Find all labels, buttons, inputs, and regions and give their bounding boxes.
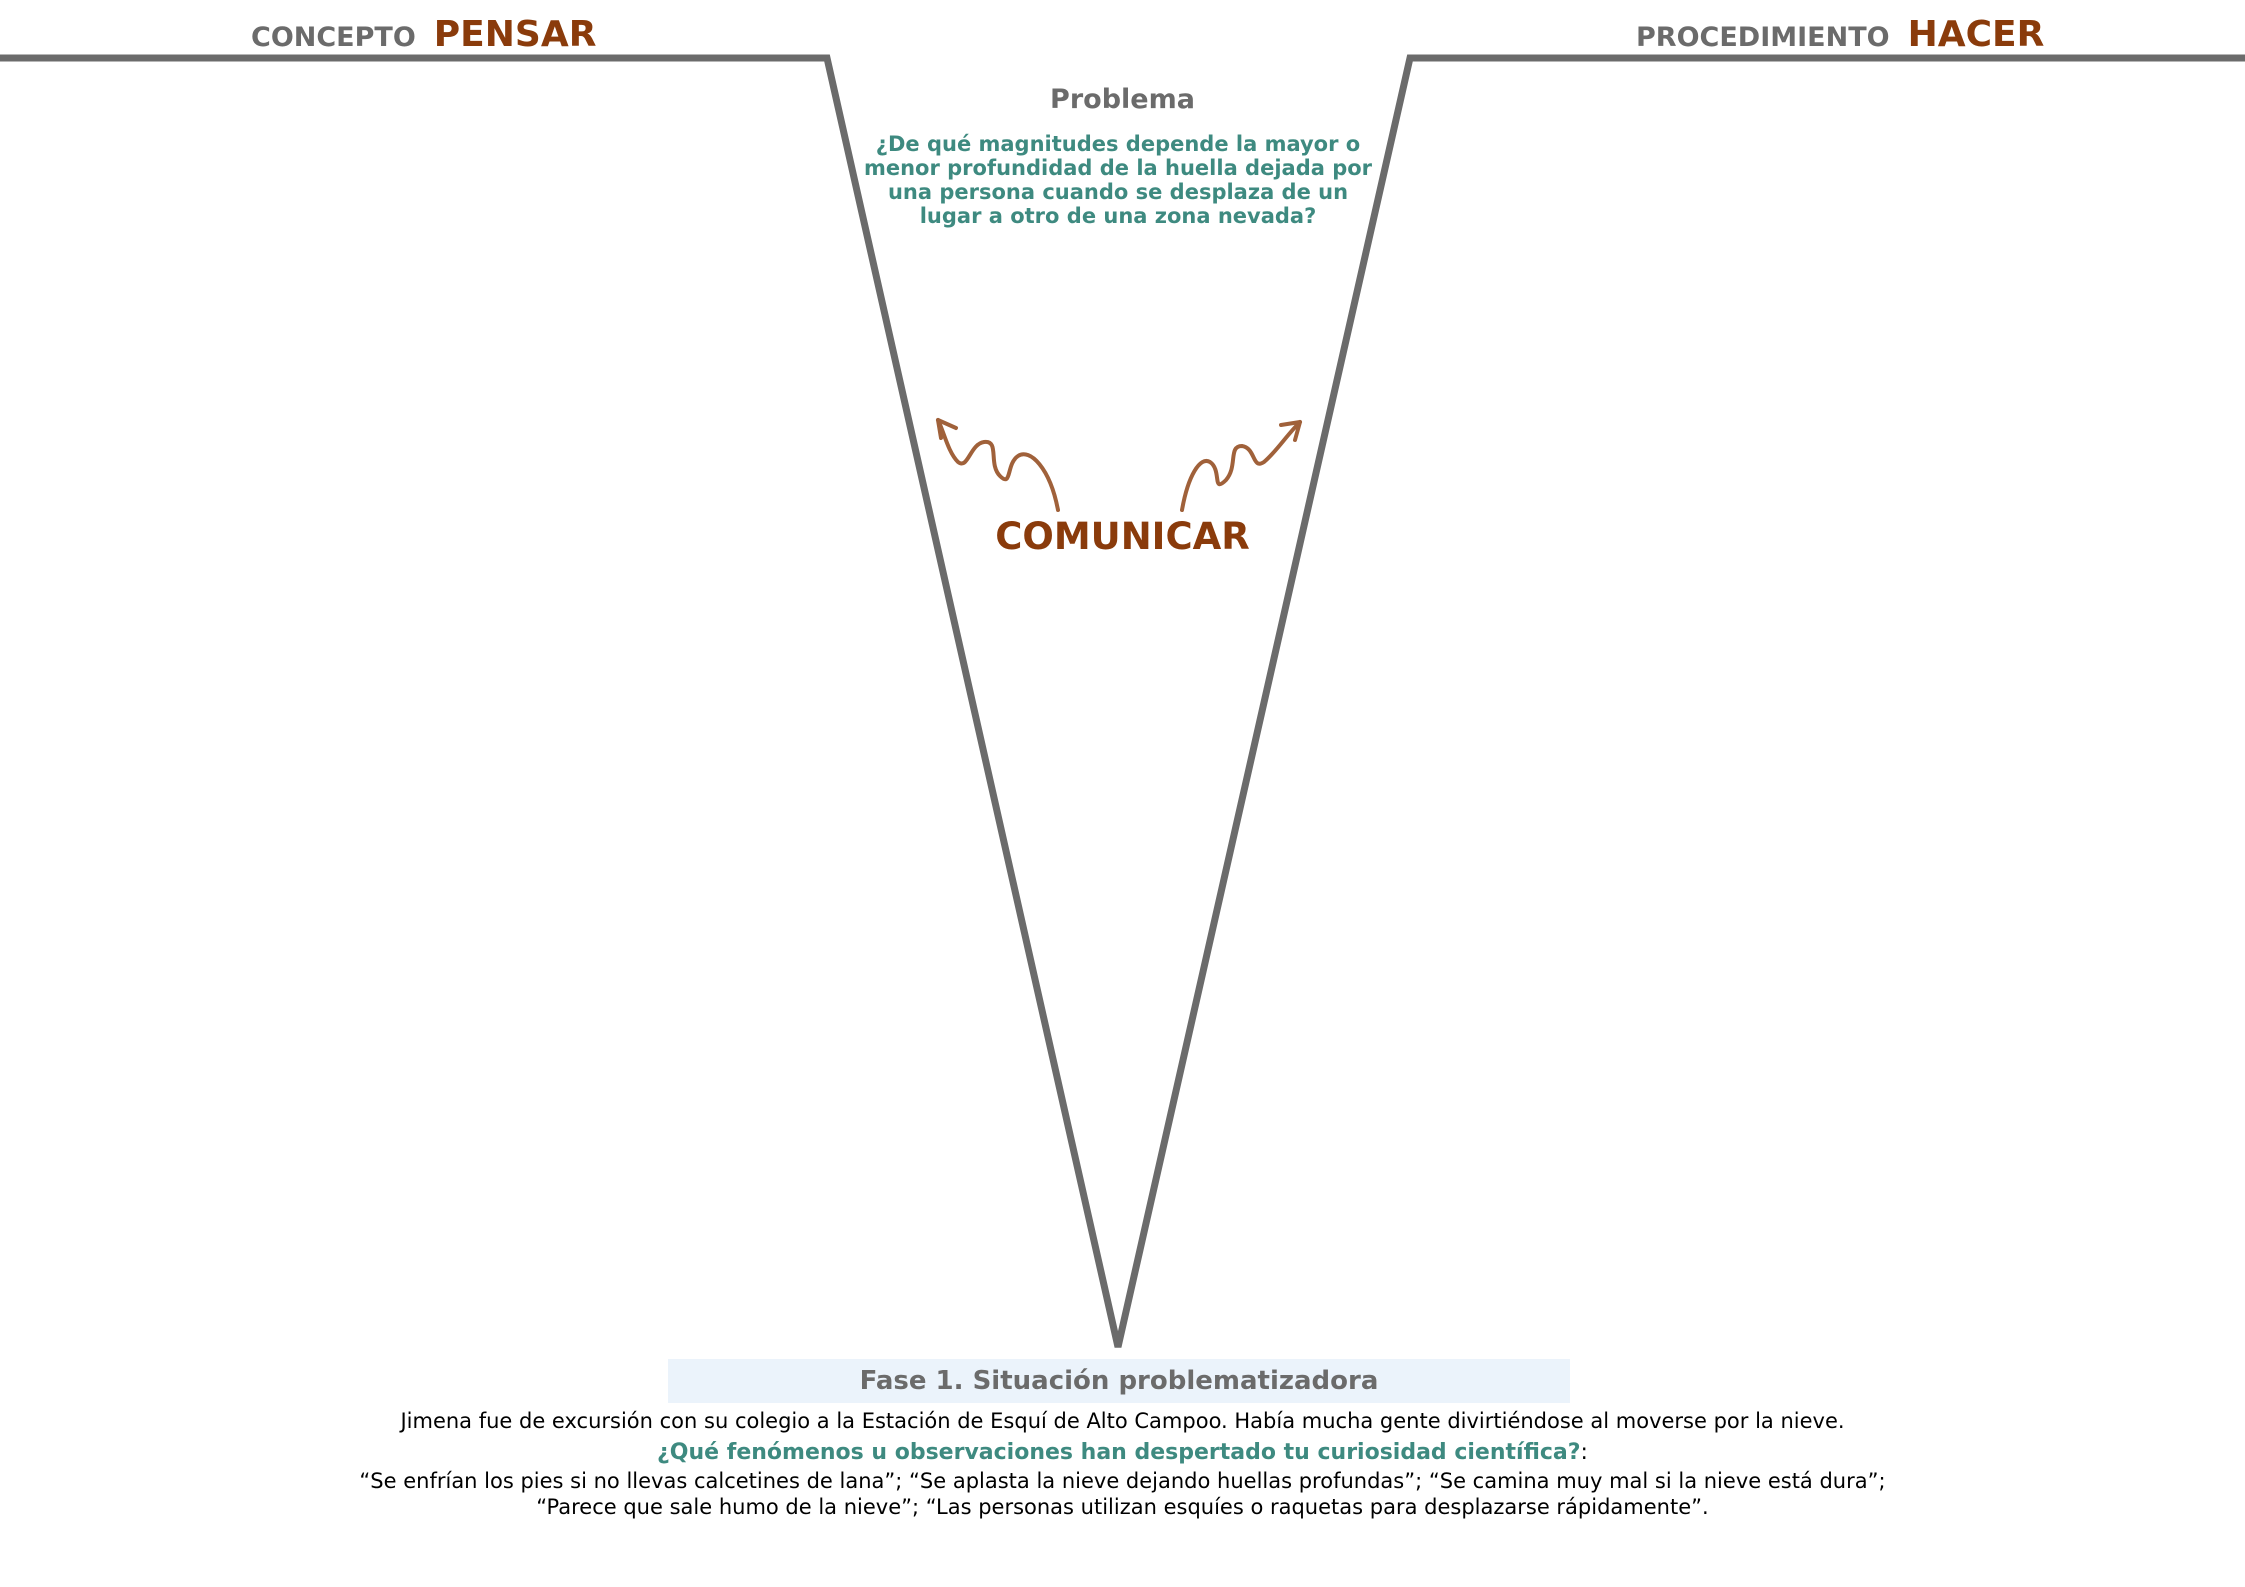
pensar-title: PENSAR xyxy=(433,14,597,55)
header-right xyxy=(1636,14,2044,55)
phase-title: Fase 1. Situación problematizadora xyxy=(859,1366,1379,1396)
observations-line-2: “Parece que sale humo de la nieve”; “Las personas utilizan esquíes o raquetas para desplazarse rápidamente”. xyxy=(536,1495,1709,1519)
header-left xyxy=(251,14,596,55)
squiggle-arrow-up-left-icon xyxy=(938,420,1058,510)
v-shape-outline xyxy=(0,58,2245,1347)
problem-question: ¿De qué magnitudes depende la mayor o menor profundidad de la huella dejada por una persona cuando se desplaza de un lugar a otro de una zona nevada? xyxy=(863,132,1373,228)
problem-title: Problema xyxy=(1050,84,1195,115)
concept-label: CONCEPTO xyxy=(251,22,416,53)
phase-title-box xyxy=(668,1359,1570,1403)
hacer-title: HACER xyxy=(1907,14,2045,55)
procedure-label: PROCEDIMIENTO xyxy=(1636,22,1890,53)
curiosity-question-line xyxy=(0,1440,2245,1465)
situation-intro: Jimena fue de excursión con su colegio a la Estación de Esquí de Alto Campoo. Había mucha gente divirtiéndose al moverse por la nieve. xyxy=(400,1409,1845,1433)
observations-line-1: “Se enfrían los pies si no llevas calcetines de lana”; “Se aplasta la nieve dejando huellas profundas”; “Se camina muy mal si la nieve está dura”; xyxy=(359,1469,1886,1493)
curiosity-question: ¿Qué fenómenos u observaciones han despertado tu curiosidad científica? xyxy=(657,1440,1581,1465)
squiggle-arrow-up-right-icon xyxy=(1182,422,1300,510)
curiosity-colon: : xyxy=(1580,1440,1588,1465)
comunicar-label: COMUNICAR xyxy=(995,515,1250,558)
